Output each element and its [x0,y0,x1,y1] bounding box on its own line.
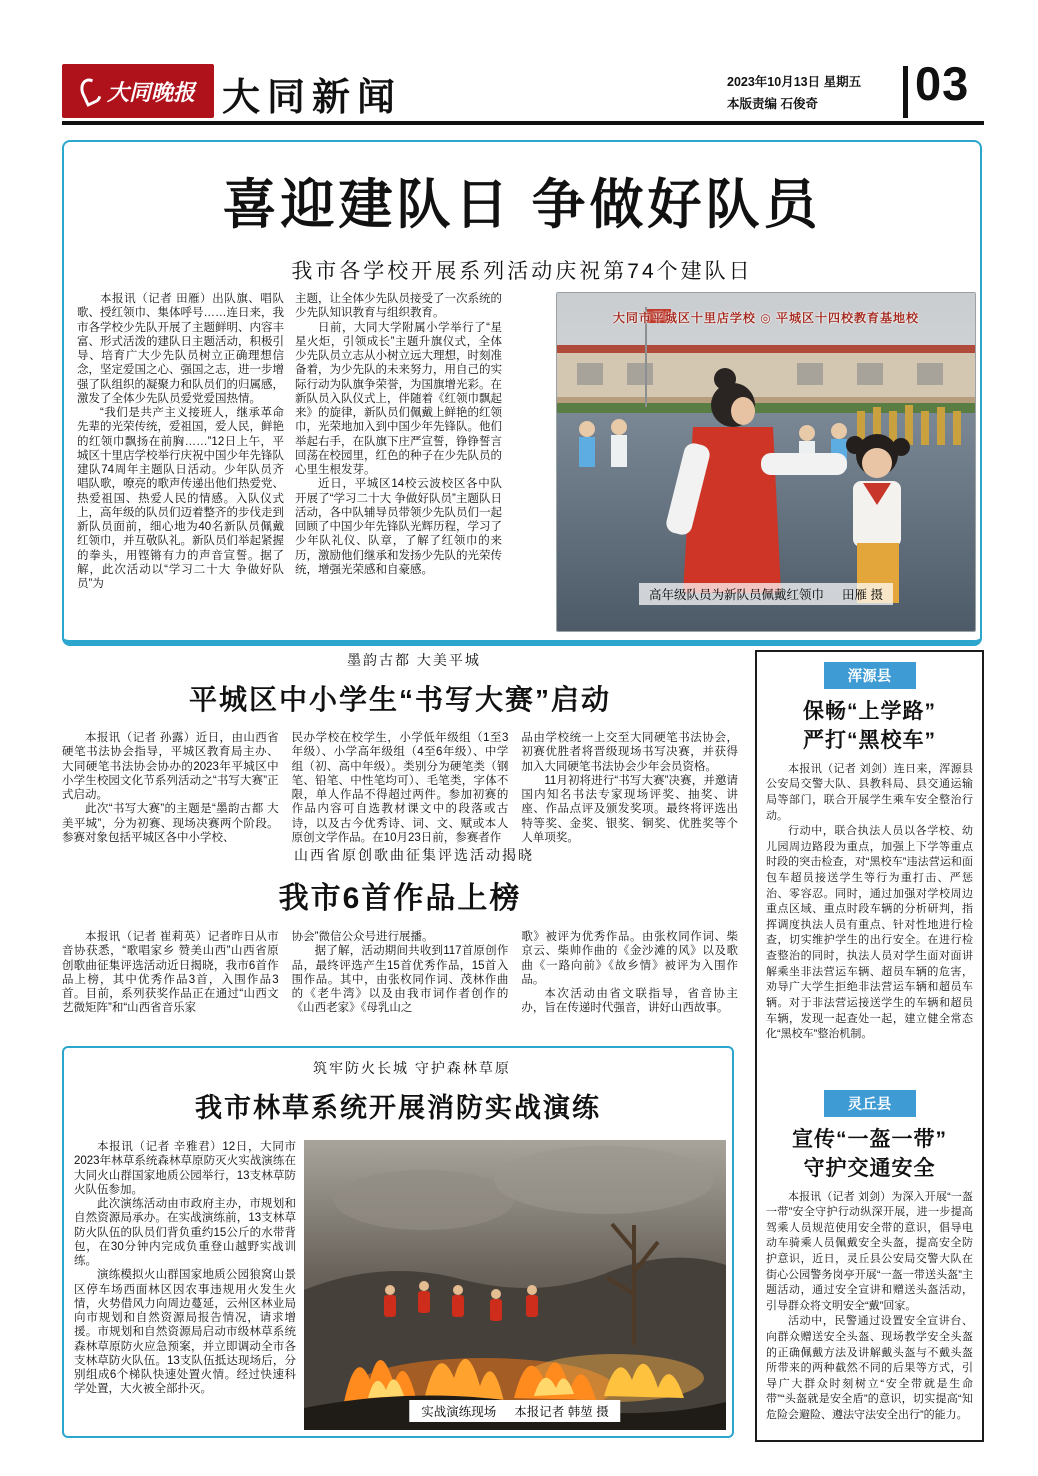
sidebar-headline [757,1125,982,1184]
body-paragraph: 本报讯（记者 田雁）出队旗、唱队歌、授红领巾、集体呼号……连日来，我市各学校少先队开展了主题鲜明、内容丰富、形式活泼的建队日主题活动，积极引导、培育广大少先队员树立正确理想信念，坚定爱国之心、强国之志，进一步增强了队组织的凝聚力和队员们的归属感，激发了全体少先队员爱党爱国热情。 [77,293,284,405]
lead-subtitle: 我市各学校开展系列活动庆祝第74个建队日 [291,260,753,283]
body-paragraph: 活动中，民警通过设置安全宣讲台、向群众赠送安全头盔、现场教学安全头盔的正确佩戴方法及讲解戴头盔与不戴头盔所带来的两种截然不同的后果等方式，引导广大群众时刻树立“安全带就是生命带”“头盔就是安全盾”的意识，切实提高“知危险会避险、遵法守法安全出行”的能力。 [766,1315,973,1422]
caption-text: 高年级队员为新队员佩戴红领巾 [649,588,825,602]
county-sidebar [755,650,984,1442]
body-paragraph: 本报讯（记者 刘剑）为深入开展“一盔一带”安全守护行动纵深开展，进一步提高驾乘人员规范使用安全带的意识，倡导电动车骑乘人员佩戴安全头盔，提高安全防护意识，近日，灵丘县公安局交警大队在街心公园警务岗亭开展“一盔一带送头盔”主题活动，通过安全宣讲和赠送头盔活动，引导群众将文明安全“戴”回家。 [766,1190,973,1312]
body-paragraph: 本次活动由省文联指导，省音协主办，旨在传递时代强音，讲好山西故事。 [521,988,739,1015]
body-paragraph: 本报讯（记者 刘剑）连日来，浑源县公安局交警大队、县教科局、县交通运输局等部门，联合开展学生乘车安全整治行动。 [766,762,973,822]
body-paragraph: 演练模拟火山群国家地质公园狼窝山景区停车场西面林区因农事违规用火发生火情，火势借风力向周边蔓延，云州区林业局向市规划和自然资源局报告情况，请求增援。市规划和自然资源局启动市级林草系统森林草原防火应急预案，并立即调动全市各支林草防火队伍。13支队伍抵达现场后，分别组成6个梯队快速处置火情。经过快速科学处置，大火被全部扑灭。 [74,1269,296,1396]
newspaper-logo [62,64,214,118]
body-paragraph: 品由学校统一上交至大同硬笔书法协会，初赛优胜者将晋级现场书写决赛，并获得加入大同硬笔书法协会少年会员资格。 [521,732,739,773]
lead-column-1 [77,292,284,628]
article-song-awards [62,845,738,1042]
article-kicker: 山西省原创歌曲征集评选活动揭晓 [294,847,534,863]
lead-column-2 [295,292,502,628]
sidebar-article-body [766,762,973,1080]
body-paragraph: 歌》被评为优秀作品。由张枚同作词、柴京云、柴帅作曲的《金沙滩的风》以及歌曲《一路向前》《故乡情》被评为入围作品。 [521,931,739,986]
body-paragraph: 此次演练活动由市政府主办，市规划和自然资源局承办。在实战演练前，13支林草防火队伍的队员们背负重约15公斤的水带背包，在30分钟内完成负重登山越野实战训练。 [74,1198,296,1267]
body-paragraph: 主题，让全体少先队员接受了一次系统的少先队知识教育与组织教育。 [295,293,502,320]
article-column-2 [292,930,509,1042]
article-headline: 平城区中小学生“书写大赛”启动 [188,684,611,715]
photo-credit: 本报记者 韩堃 摄 [514,1405,609,1419]
date-block [727,72,899,116]
masthead-title: 大同晚报 [106,79,195,105]
header-rule [62,121,984,125]
section-title: 大同新闻 [222,77,403,119]
school-gate-banner: 大同市平城区十里店学校 ◎ 平城区十四校教育基地校 [612,311,920,325]
article-headline: 我市林草系统开展消防实战演练 [195,1093,601,1123]
body-paragraph: 近日，平城区14校云波校区各中队开展了“学习二十大 争做好队员”主题队日活动，各中队辅导员带领少先队员们一起回顾了中国少年先锋队光辉历程，学习了少年队礼仪、队章，了解了红领巾的来历，激励他们继承和发扬少先队的光荣传统，增强光荣感和自豪感。 [295,478,502,576]
body-paragraph: 11月初将进行“书写大赛”决赛，并邀请国内知名书法专家现场评奖、抽奖、讲座、作品点评及颁发奖项。最终将评选出特等奖、金奖、银奖、铜奖、优胜奖等个人单项奖。 [521,774,739,844]
lead-headline: 喜迎建队日 争做好队员 [222,175,822,235]
page-number: 03 [915,57,970,110]
article-column-1 [62,930,279,1042]
article-column-3 [521,930,738,1042]
body-paragraph: 行动中，联合执法人员以各学校、幼儿园周边路段为重点，加强上下学等重点时段的突击检查，对“黑校车”违法营运和面包车超员接送学生等行为重打击、严惩治、零容忍。同时，通过加强对学校周边重点区域、重点时段车辆的分析研判，指挥调度执法人员有重点、针对性地进行检查，切实维护学生的出行安全。在进行检查整治的同时，执法人员对学生面对面讲解乘坐非法营运车辆、超员车辆的危害，劝导广大学生拒绝非法营运车辆和超员车辆。对于非法营运接送学生的车辆和超员车辆，发现一起查处一起，建立健全常态化“黑校车”整治机制。 [766,825,973,1041]
lead-photo-caption [639,583,893,605]
header-vertical-divider [903,66,908,118]
body-paragraph: 本报讯（记者 崔莉英）记者昨日从市音协获悉，“歌唱家乡 赞美山西”山西省原创歌曲征集评选活动近日揭晓，我市6首作品上榜，其中优秀作品3首，入围作品3首。目前，系列获奖作品正在通过“山西文艺微矩阵”和“山西省音乐家 [62,931,279,1015]
body-paragraph: 据了解，活动期间共收到117首原创作品，最终评选产生15首优秀作品，15首入围作品。其中，由张枚同作词、茂林作曲的《老牛湾》以及由我市词作者创作的《山西老家》《母乳山之 [291,945,509,1015]
article-fire-drill [62,1046,734,1438]
lead-photo-art [557,293,975,631]
lead-article [62,140,982,646]
lead-photo [556,292,976,632]
body-paragraph: “我们是共产主义接班人，继承革命先辈的光荣传统，爱祖国，爱人民，鲜艳的红领巾飘扬在前胸……”12日上午，平城区十里店学校举行庆祝中国少年先锋队建队74周年主题队日活动。少年队员齐唱队歌，嘹亮的歌声传递出他们热爱党、热爱祖国、热爱人民的情感。入队仪式上，高年级的队员们迈着整齐的步伐走到新队员面前，细心地为40名新队员佩戴红领巾，并互敬队礼。新队员们举起紧握的拳头，用铿锵有力的声音宣誓。据了解，此次活动以“学习二十大 争做好队员”为 [77,407,284,590]
editor-line: 本版责编 石俊奇 [727,96,818,111]
fire-drill-photo [304,1140,726,1430]
county-tag-lingqiu: 灵丘县 [824,1090,916,1117]
body-paragraph: 此次“书写大赛”的主题是“墨韵古都 大美平城”，分为初赛、现场决赛两个阶段。参赛对象包括平城区各中小学校、 [62,803,279,844]
body-paragraph: 本报讯（记者 孙露）近日，由山西省硬笔书法协会指导，平城区教育局主办、大同硬笔书法协会协办的2023年平城区中小学生校园文化节系列活动之“书写大赛”正式启动。 [62,732,279,801]
article-body [74,1140,296,1426]
headline-line: 保畅“上学路” [803,700,936,723]
sidebar-headline [757,697,982,756]
sidebar-article-body [766,1190,973,1442]
headline-line: 守护交通安全 [803,1157,936,1181]
date-line: 2023年10月13日 星期五 [727,75,862,89]
masthead-flourish-icon [76,75,105,107]
county-tag-hunyuan: 浑源县 [824,662,916,689]
article-kicker: 墨韵古都 大美平城 [347,652,481,668]
fire-photo-caption [409,1400,620,1422]
headline-line: 严打“黑校车” [803,729,936,753]
article-headline: 我市6首作品上榜 [278,882,522,915]
photo-credit: 田雁 摄 [842,588,883,602]
body-paragraph: 协会”微信公众号进行展播。 [291,931,434,943]
headline-line: 宣传“一盔一带” [792,1127,947,1151]
body-paragraph: 民办学校在校学生，小学低年级组（1至3年级）、小学高年级组（4至6年级）、中学组（初、高中年级）。类别分为硬笔类（钢笔、铅笔、中性笔均可）、毛笔类，字体不限，单人作品不得超过两件。参加初赛的作品内容可自选教材课文中的段落或古诗，以及古今优秀诗、词、文、赋或本人原创文学作品。在10月23日前，参赛者作 [291,732,509,844]
article-kicker: 筑牢防火长城 守护森林草原 [313,1060,511,1076]
article-writing-contest [62,650,738,873]
body-paragraph: 日前，大同大学附属小学举行了“星星火炬，引领成长”主题升旗仪式，全体少先队员立志从小树立远大理想，时刻准备着，为少先队的未来努力，用自己的实际行动为队旗争荣誉，为国旗增光彩。在新队员入队仪式上，伴随着《红领巾飘起来》的旋律，新队员们佩戴上鲜艳的红领巾，光荣地加入到中国少年先锋队。他们举起右手，在队旗下庄严宣誓，铮铮誓言回荡在校园里，红色的种子在少先队员的心里生根发芽。 [295,321,502,476]
fire-photo-art [304,1140,726,1430]
body-paragraph: 本报讯（记者 辛雅君）12日，大同市2023年林草系统森林草原防灭火实战演练在大同火山群国家地质公园举行，13支林草防火队伍参加。 [74,1141,296,1196]
caption-text: 实战演练现场 [421,1405,497,1419]
